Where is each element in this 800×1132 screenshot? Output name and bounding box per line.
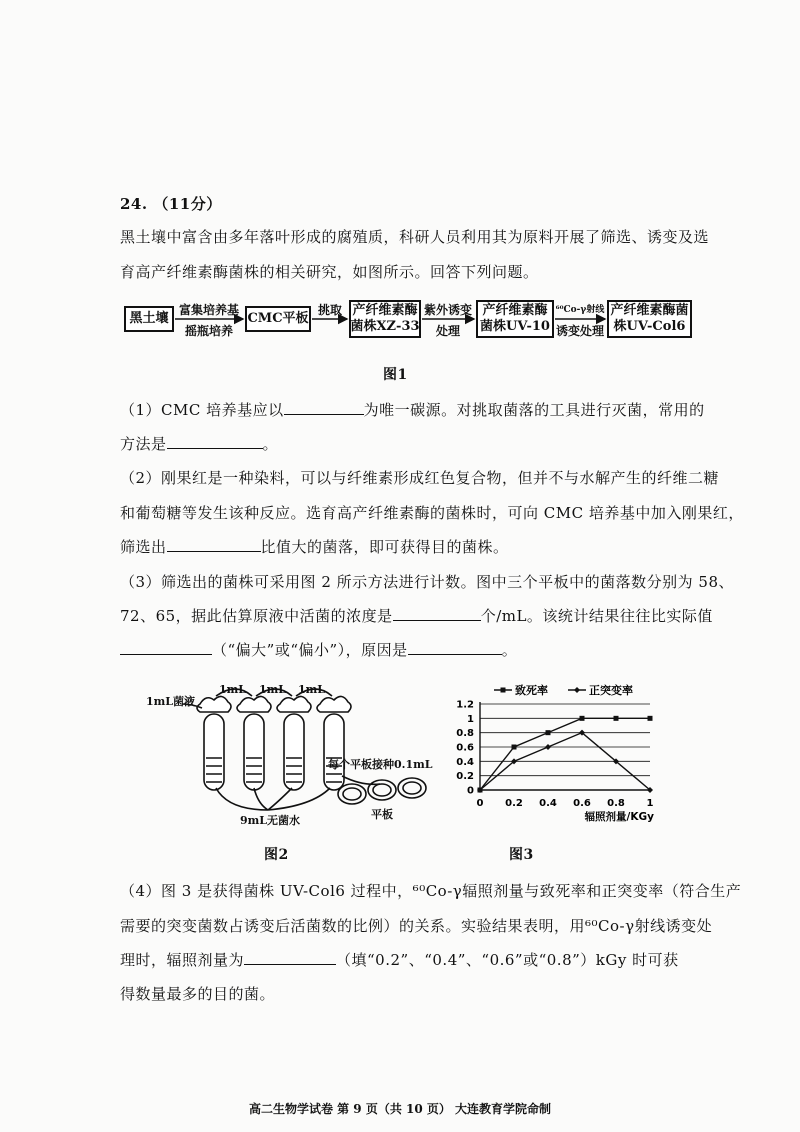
fig1-arrows <box>0 0 800 360</box>
fig2-label-transfer-1: 1mL <box>219 683 247 696</box>
q3-blank-1[interactable] <box>393 606 481 621</box>
x-axis-label: 辐照剂量/KGy <box>584 811 654 823</box>
fig1-arrow-2-top: 挑取 <box>317 303 342 317</box>
fig1-arrow-1-top: 富集培养基 <box>178 303 239 317</box>
fig1-node-uvcol6: 产纤维素酶菌 株UV-Col6 <box>607 300 692 338</box>
q2-line-2: 和葡萄糖等发生该种反应。选育高产纤维素酶的菌株时，可向 CMC 培养基中加入刚果红， <box>120 504 744 522</box>
intro-line-1: 黑土壤中富含由多年落叶形成的腐殖质，科研人员利用其为原料开展了筛选、诱变及选 <box>120 228 710 246</box>
ytick-label-3: 0.6 <box>456 742 474 754</box>
q3-blank-3[interactable] <box>408 640 502 655</box>
ytick-label-0: 0 <box>467 785 474 797</box>
ytick-label-5: 1 <box>467 713 474 725</box>
q2-blank-1[interactable] <box>167 537 261 552</box>
q3-line-2: 72、65，据此估算原液中活菌的浓度是 个/mL。该统计结果往往比实际值 <box>120 607 713 625</box>
xtick-label-4: 0.8 <box>607 798 625 809</box>
page-footer: 高二生物学试卷 第 9 页（共 10 页） 大连教育学院命制 <box>248 1102 552 1116</box>
point-0-5 <box>648 716 653 721</box>
question-points: （11分） <box>153 195 222 213</box>
point-0-4 <box>614 716 619 721</box>
q1-line-2: 方法是 。 <box>120 435 279 453</box>
fig1-arrow-3-bottom: 处理 <box>435 324 460 338</box>
xtick-label-1: 0.2 <box>505 798 523 809</box>
test-tube-2 <box>237 696 271 790</box>
legend-label-1: 正突变率 <box>589 684 633 697</box>
q4-line-3: 理时，辐照剂量为 （填“0.2”、“0.4”、“0.6”或“0.8”）kGy 时可获 <box>120 951 679 969</box>
q3-line-1: （3）筛选出的菌株可采用图 2 所示方法进行计数。图中三个平板中的菌落数分别为 58、 <box>120 573 734 591</box>
ytick-label-6: 1.2 <box>456 699 474 711</box>
xtick-label-3: 0.6 <box>573 798 591 809</box>
q4-line-4: 得数量最多的目的菌。 <box>120 985 276 1003</box>
fig1-node-xz33: 产纤维素酶 菌株XZ-33 <box>349 300 421 338</box>
fig2-label-transfer-2: 1mL <box>259 683 287 696</box>
fig2-label-plating: 每个平板接种0.1mL <box>328 758 433 771</box>
fig1-node-uv10: 产纤维素酶 菌株UV-10 <box>476 300 554 338</box>
q4-blank-1[interactable] <box>244 950 336 965</box>
q3-line-3: （“偏大”或“偏小”），原因是 。 <box>120 639 517 660</box>
ytick-label-4: 0.8 <box>456 728 474 740</box>
xtick-label-2: 0.4 <box>539 798 557 809</box>
fig1-caption: 图1 <box>383 367 408 383</box>
q3-blank-2[interactable] <box>120 640 212 655</box>
q4-line-2: 需要的突变菌数占诱变后活菌数的比例）的关系。实验结果表明，用⁶⁰Co-γ射线诱变处 <box>120 917 713 935</box>
legend-marker-1 <box>574 687 580 693</box>
fig1-node-soil: 黑土壤 <box>124 306 174 332</box>
fig1-arrow-1-bottom: 摇瓶培养 <box>184 324 233 338</box>
fig1-node-cmc: CMC平板 <box>245 306 311 332</box>
point-0-1 <box>512 745 517 750</box>
xtick-label-0: 0 <box>476 798 484 809</box>
fig3-caption: 图3 <box>509 847 534 863</box>
q1-blank-1[interactable] <box>284 400 364 415</box>
fig1-arrow-4-top: ⁶⁰Co-γ射线 <box>555 305 605 315</box>
series-line-0 <box>480 718 650 790</box>
legend-label-0: 致死率 <box>515 684 548 697</box>
fig2-label-stock: 1mL菌液 <box>146 695 196 708</box>
fig1-arrow-4-bottom: 诱变处理 <box>555 324 604 338</box>
fig2-label-water: 9mL无菌水 <box>240 814 301 827</box>
test-tube-1 <box>197 696 231 790</box>
q2-line-1: （2）刚果红是一种染料，可以与纤维素形成红色复合物，但并不与水解产生的纤维二糖 <box>120 469 720 487</box>
legend-marker-0 <box>501 688 506 693</box>
xtick-label-5: 1 <box>646 798 654 809</box>
intro-line-2: 育高产纤维素酶菌株的相关研究，如图所示。回答下列问题。 <box>120 263 539 281</box>
test-tube-4 <box>317 696 351 790</box>
q2-line-3: 筛选出 比值大的菌落，即可获得目的菌株。 <box>120 538 509 556</box>
fig2-label-transfer-3: 1mL <box>298 683 326 696</box>
q4-line-1: （4）图 3 是获得菌株 UV-Col6 过程中，⁶⁰Co-γ辐照剂量与致死率和正突变率（符合生产 <box>120 882 742 900</box>
fig1-arrow-3-top: 紫外诱变 <box>423 303 472 317</box>
fig2-caption: 图2 <box>264 847 289 863</box>
fig2-label-plate: 平板 <box>371 808 393 821</box>
point-0-3 <box>580 716 585 721</box>
point-0-2 <box>546 730 551 735</box>
plating-pointer <box>342 776 380 784</box>
point-1-2 <box>545 744 551 750</box>
ytick-label-2: 0.4 <box>456 756 474 768</box>
question-number: 24. <box>120 195 148 213</box>
water-pointers <box>216 788 330 810</box>
q1-blank-2[interactable] <box>167 434 263 449</box>
test-tube-3 <box>277 696 311 790</box>
ytick-label-1: 0.2 <box>456 771 474 783</box>
q1-line-1: （1）CMC 培养基应以 为唯一碳源。对挑取菌落的工具进行灭菌，常用的 <box>120 401 705 419</box>
fig3-chart <box>440 680 680 830</box>
